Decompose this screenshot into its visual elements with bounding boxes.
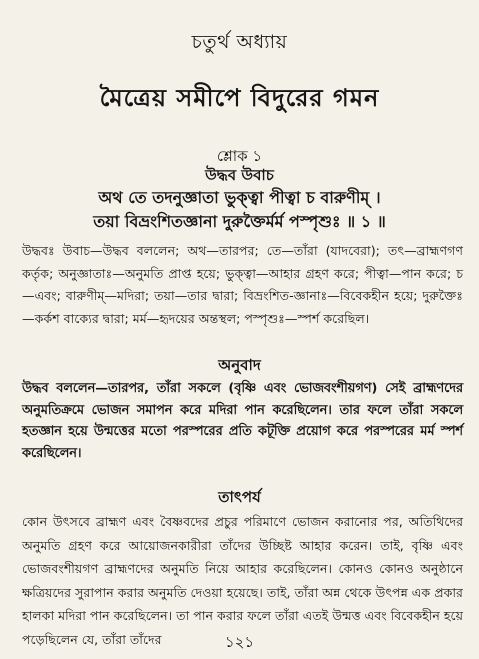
page-number: ১২১	[224, 633, 255, 651]
verse-number: শ্লোক ১	[216, 147, 263, 165]
verse-line-1: অথ তে তদনুজ্ঞাতা ভুক্ত্বা পীত্বা চ বারুণীম্ ।	[98, 188, 381, 207]
synonyms-paragraph: উদ্ধবঃ উবাচ—উদ্ধব বললেন; অথ—তারপর; তে—তাঁরা (যাদবেরা); তৎ—ব্রাহ্মণগণ কর্তৃক; অনুজ্ঞাতাঃ—অনুমতি প্রাপ্ত হয়ে; ভুক্ত্বা—আহার গ্রহণ করে; পীত্বা—পান করে; চ—এবং; বারুণীম্—মদিরা; তয়া—তার দ্বারা; বিভ্রংশিত-জ্ঞানাঃ—বিবেকহীন হয়ে; দুরুক্তৈঃ—কর্কশ বাক্যের দ্বারা; মর্ম—হৃদয়ের অন্তস্থল; পস্পৃশুঃ—স্পর্শ করেছিল।	[22, 243, 463, 326]
verse-speaker: উদ্ধব উবাচ	[205, 166, 274, 184]
chapter-label: চতুর্থ অধ্যায়	[191, 31, 288, 53]
verse-line-2: তয়া বিভ্রংশিতজ্ঞানা দুরুক্তৈর্মর্ম পস্পৃশুঃ ॥ ১ ॥	[93, 212, 386, 231]
purport-paragraph: কোন উৎসবে ব্রাহ্মণ এবং বৈষ্ণবদের প্রচুর পরিমাণে ভোজন করানোর পর, অতিথিদের অনুমতি গ্রহণ করে আয়োজনকারীরা তাঁদের উচ্ছিষ্ট আহার করেন। তাই, বৃষ্ণি এবং ভোজবংশীয়গণ ব্রাহ্মণদের অনুমতি নিয়ে আহার করেছিলেন। কোনও কোনও অনুষ্ঠানে ক্ষত্রিয়দের সুরাপান করার অনুমতি দেওয়া হয়েছে। তাই, তাঁরা অন্ন থেকে উৎপন্ন এক প্রকার হালকা মদিরা পান করেছিলেন। তা পান করার ফলে তাঁরা এতই উন্মত্ত এবং বিবেকহীন হয়ে পড়েছিলেন যে, তাঁরা তাঁদের	[22, 514, 463, 647]
purport-heading: তাৎপর্য	[218, 488, 261, 506]
translation-paragraph: উদ্ধব বললেন—তারপর, তাঁরা সকলে (বৃষ্ণি এবং ভোজবংশীয়গণ) সেই ব্রাহ্মণদের অনুমতিক্রমে ভোজন সমাপন করে মদিরা পান করেছিলেন। তার ফলে তাঁরা সকলে হতজ্ঞান হয়ে উন্মত্তের মতো পরস্পরের প্রতি কটূক্তি প্রয়োগ করে পরস্পরের মর্ম স্পর্শ করেছিলেন।	[22, 381, 463, 461]
translation-heading: অনুবাদ	[218, 356, 261, 374]
chapter-title: মৈত্রেয় সমীপে বিদুরের গমন	[99, 84, 380, 112]
